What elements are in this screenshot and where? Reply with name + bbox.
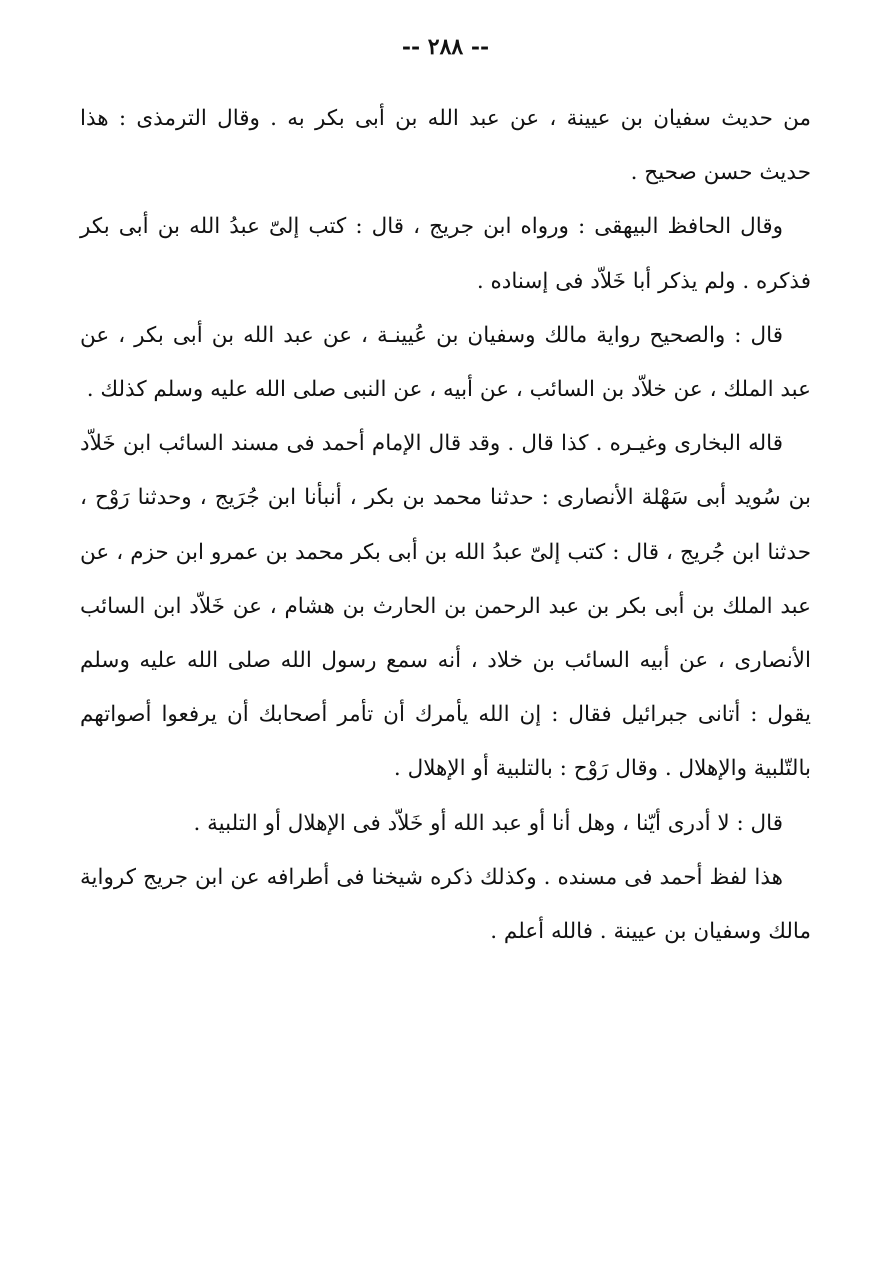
body-text [80, 92, 811, 959]
paragraph-3: قال : والصحيح رواية مالك وسفيان بن عُيينـة ، عن عبد الله بن أبى بكر ، عن عبد الملك ، عن خلاّد بن السائب ، عن أبيه ، عن النبى صلى الله عليه وسلم كذلك . [80, 322, 811, 403]
paragraph-5: قال : لا أدرى أيّنا ، وهل أنا أو عبد الله أو خَلاّد فى الإهلال أو التلبية . [193, 810, 783, 836]
paragraph-1: من حديث سفيان بن عيينة ، عن عبد الله بن أبى بكر به . وقال الترمذى : هذا حديث حسن صحيح . [80, 106, 811, 186]
paragraph-2: وقال الحافظ البيهقى : ورواه ابن جريج ، قال : كتب إلىّ عبدُ الله بن أبى بكر فذكره . ولم يذكر أبا خَلاّد فى إسناده . [80, 214, 811, 294]
paragraph-4: قاله البخارى وغيـره . كذا قال . وقد قال الإمام أحمد فى مسند السائب ابن خَلاّد بن سُويد أبى سَهْلة الأنصارى : حدثنا محمد بن بكر ، أنبأنا ابن جُرَيج ، وحدثنا رَوْح ، حدثنا ابن جُريج ، قال : كتب إلىّ عبدُ الله بن أبى بكر محمد بن عمرو ابن حزم ، عن عبد الملك بن أبى بكر بن عبد الرحمن بن الحارث بن هشام ، عن خَلاّد ابن السائب الأنصارى ، عن أبيه السائب بن خلاد ، أنه سمع رسول الله صلى الله عليه وسلم يقول : أتانى جبرائيل فقال : إن الله يأمرك أن تأمر أصحابك أن يرفعوا أصواتهم بالتّلبية والإهلال . وقال رَوْح : بالتلبية أو الإهلال . [80, 431, 811, 782]
page-number: -- ٢٨٨ -- [401, 34, 490, 60]
paragraph-6: هذا لفظ أحمد فى مسنده . وكذلك ذكره شيخنا فى أطرافه عن ابن جريج كرواية مالك وسفيان بن عيينة . فالله أعلم . [80, 864, 811, 945]
